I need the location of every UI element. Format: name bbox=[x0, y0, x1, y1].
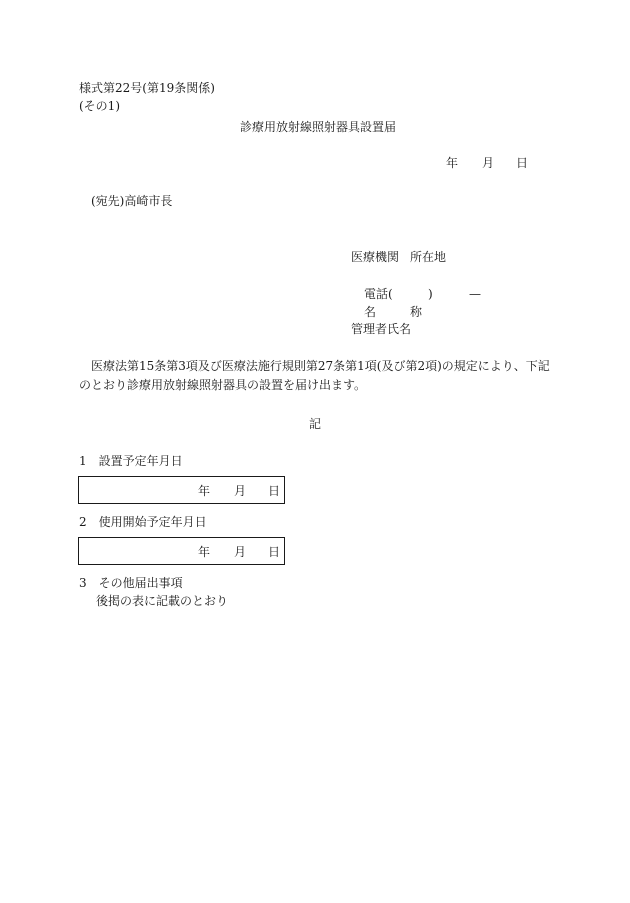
item-3-label: 3 その他届出事項 bbox=[79, 576, 183, 590]
form-part: (その1) bbox=[79, 99, 120, 113]
body-paragraph: 医療法第15条第3項及び医療法施行規則第27条第1項(及び第2項)の規定により、下記のとおり診療用放射線照射器具の設置を届け出ます。 bbox=[79, 359, 550, 392]
item-1-month: 月 bbox=[234, 484, 247, 498]
page-title: 診療用放射線照射器具設置届 bbox=[240, 120, 397, 134]
phone-label: 電話( bbox=[364, 287, 393, 301]
item-1-year: 年 bbox=[198, 484, 211, 498]
date-day: 日 bbox=[516, 156, 529, 170]
org-label: 医療機関 bbox=[351, 250, 400, 264]
name-label-2: 称 bbox=[410, 305, 423, 319]
name-label-1: 名 bbox=[364, 305, 377, 319]
date-month: 月 bbox=[482, 156, 495, 170]
item-2-year: 年 bbox=[198, 545, 211, 559]
phone-dash: — bbox=[469, 287, 481, 301]
item-2-day: 日 bbox=[268, 545, 281, 559]
item-3-detail: 後掲の表に記載のとおり bbox=[96, 594, 229, 608]
ki-heading: 記 bbox=[309, 417, 322, 431]
item-2-date-box bbox=[78, 537, 285, 565]
addressee: (宛先)高崎市長 bbox=[91, 194, 173, 208]
item-2-label: 2 使用開始予定年月日 bbox=[79, 515, 207, 529]
location-label: 所在地 bbox=[410, 250, 447, 264]
date-year: 年 bbox=[446, 156, 459, 170]
item-2-month: 月 bbox=[234, 545, 247, 559]
item-1-date-box bbox=[78, 476, 285, 504]
form-number: 様式第22号(第19条関係) bbox=[79, 81, 215, 95]
item-1-day: 日 bbox=[268, 484, 281, 498]
manager-label: 管理者氏名 bbox=[351, 322, 412, 336]
item-1-label: 1 設置予定年月日 bbox=[79, 454, 183, 468]
phone-close: ) bbox=[428, 287, 433, 301]
